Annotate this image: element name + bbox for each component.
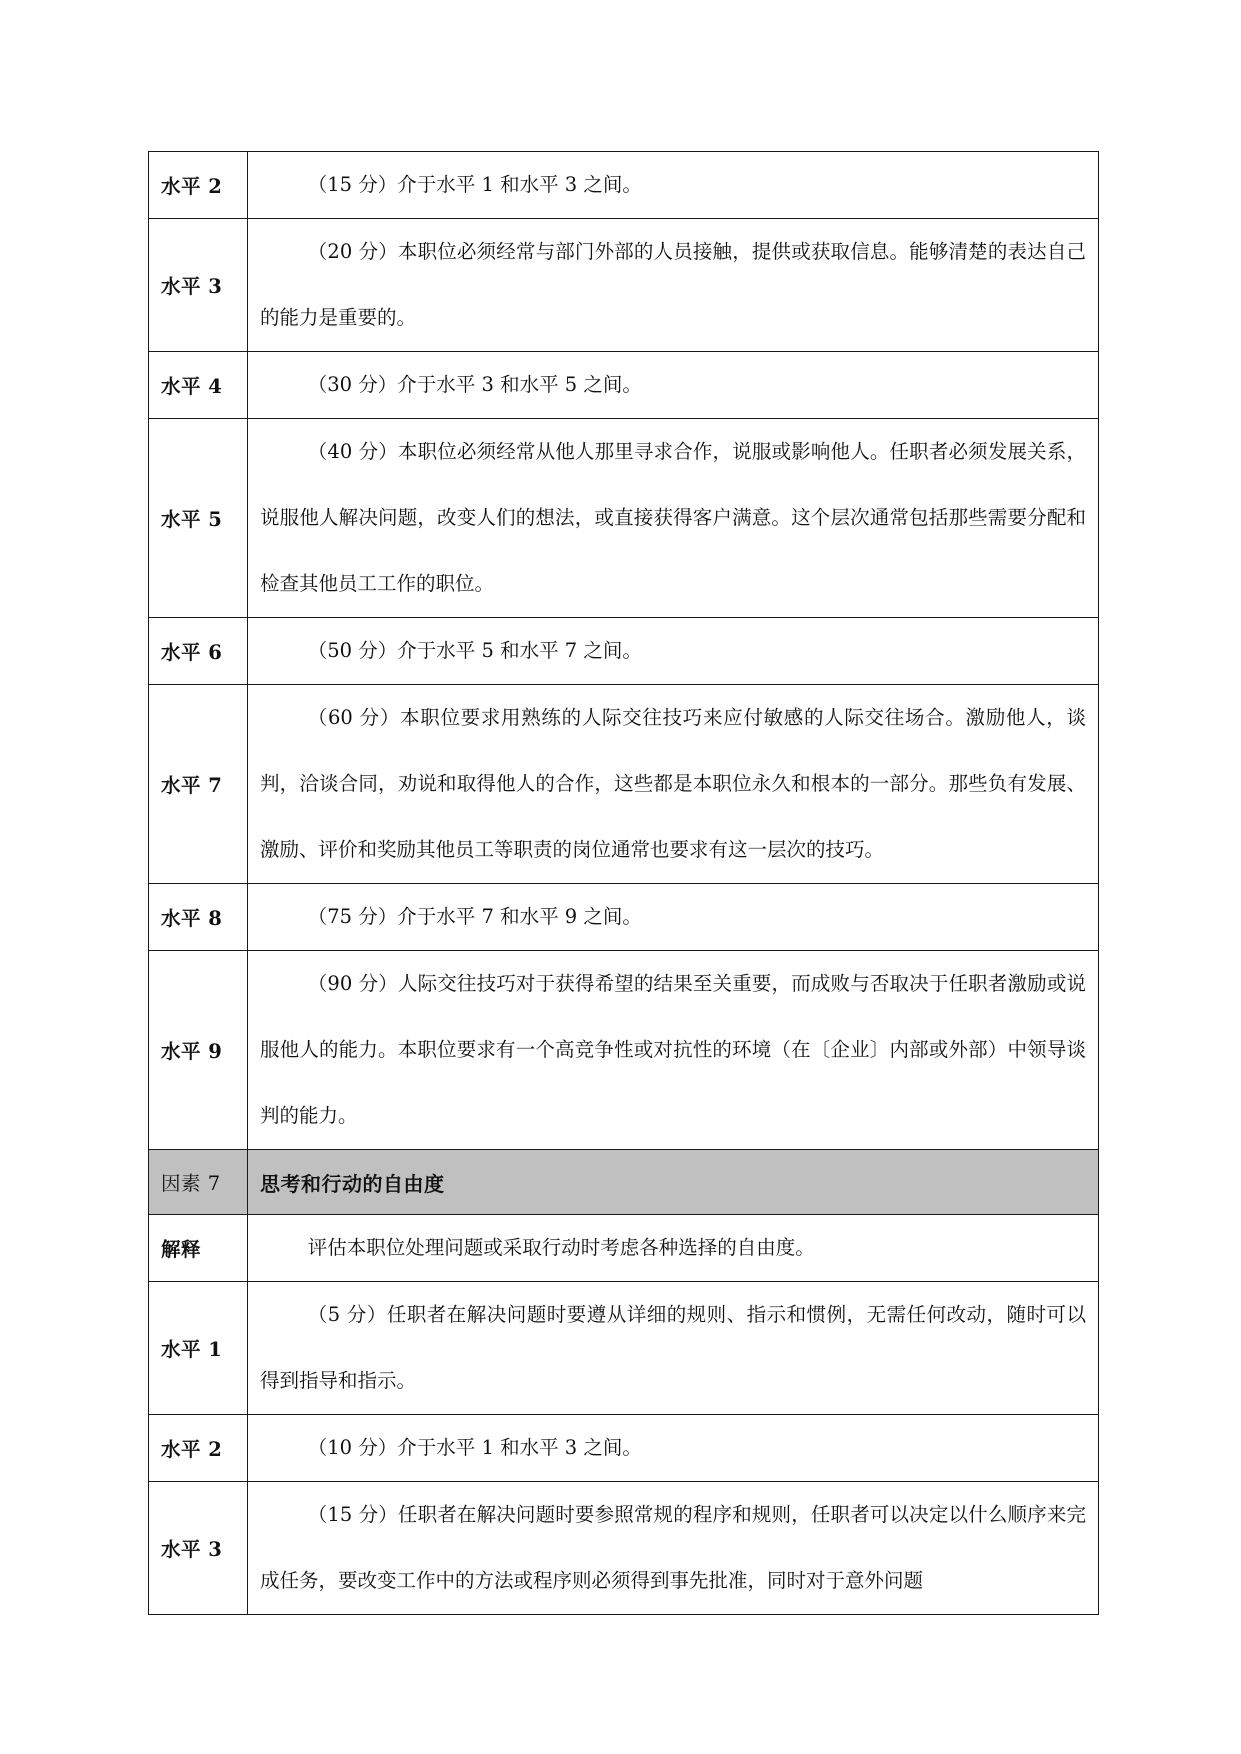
level-description: （5 分）任职者在解决问题时要遵从详细的规则、指示和惯例，无需任何改动，随时可以得到指导和指示。 [260,1303,1086,1392]
level-description: （10 分）介于水平 1 和水平 3 之间。 [307,1436,642,1459]
table-row [149,152,1099,219]
level-description: （15 分）介于水平 1 和水平 3 之间。 [307,173,642,196]
level-description: （90 分）人际交往技巧对于获得希望的结果至关重要，而成败与否取决于任职者激励或说服他人的能力。本职位要求有一个高竞争性或对抗性的环境（在〔企业〕内部或外部）中领导谈判的能力。 [260,972,1086,1127]
level-description: （40 分）本职位必须经常从他人那里寻求合作，说服或影响他人。任职者必须发展关系，说服他人解决问题，改变人们的想法，或直接获得客户满意。这个层次通常包括那些需要分配和检查其他员工工作的职位。 [260,440,1086,595]
table-row [149,685,1099,884]
level-label: 水平 2 [149,1415,248,1482]
table-row [149,951,1099,1150]
factor-header-row [149,1150,1099,1215]
level-label: 水平 5 [149,419,248,618]
evaluation-table [148,151,1099,1615]
level-description: （30 分）介于水平 3 和水平 5 之间。 [307,373,642,396]
level-description: （20 分）本职位必须经常与部门外部的人员接触，提供或获取信息。能够清楚的表达自己的能力是重要的。 [260,240,1086,329]
level-label: 水平 7 [149,685,248,884]
table-row [149,1282,1099,1415]
level-label: 水平 8 [149,884,248,951]
level-label: 水平 1 [149,1282,248,1415]
table-row [149,419,1099,618]
level-label: 水平 3 [149,219,248,352]
table-row [149,1482,1099,1615]
factor-title: 思考和行动的自由度 [248,1150,1099,1215]
explanation-row [149,1215,1099,1282]
level-label: 水平 4 [149,352,248,419]
level-description: （50 分）介于水平 5 和水平 7 之间。 [307,639,642,662]
level-label: 水平 6 [149,618,248,685]
explanation-label: 解释 [149,1215,248,1282]
level-label: 水平 3 [149,1482,248,1615]
level-description: （60 分）本职位要求用熟练的人际交往技巧来应付敏感的人际交往场合。激励他人，谈判，洽谈合同，劝说和取得他人的合作，这些都是本职位永久和根本的一部分。那些负有发展、激励、评价和奖励其他员工等职责的岗位通常也要求有这一层次的技巧。 [260,706,1086,861]
level-description: （75 分）介于水平 7 和水平 9 之间。 [307,905,642,928]
table-row [149,1415,1099,1482]
table-row [149,884,1099,951]
table-row [149,219,1099,352]
level-description: （15 分）任职者在解决问题时要参照常规的程序和规则，任职者可以决定以什么顺序来完成任务，要改变工作中的方法或程序则必须得到事先批准，同时对于意外问题 [260,1503,1086,1592]
level-label: 水平 9 [149,951,248,1150]
factor-label: 因素 7 [149,1150,248,1215]
level-label: 水平 2 [149,152,248,219]
explanation-text: 评估本职位处理问题或采取行动时考虑各种选择的自由度。 [307,1236,815,1259]
table-row [149,618,1099,685]
table-row [149,352,1099,419]
